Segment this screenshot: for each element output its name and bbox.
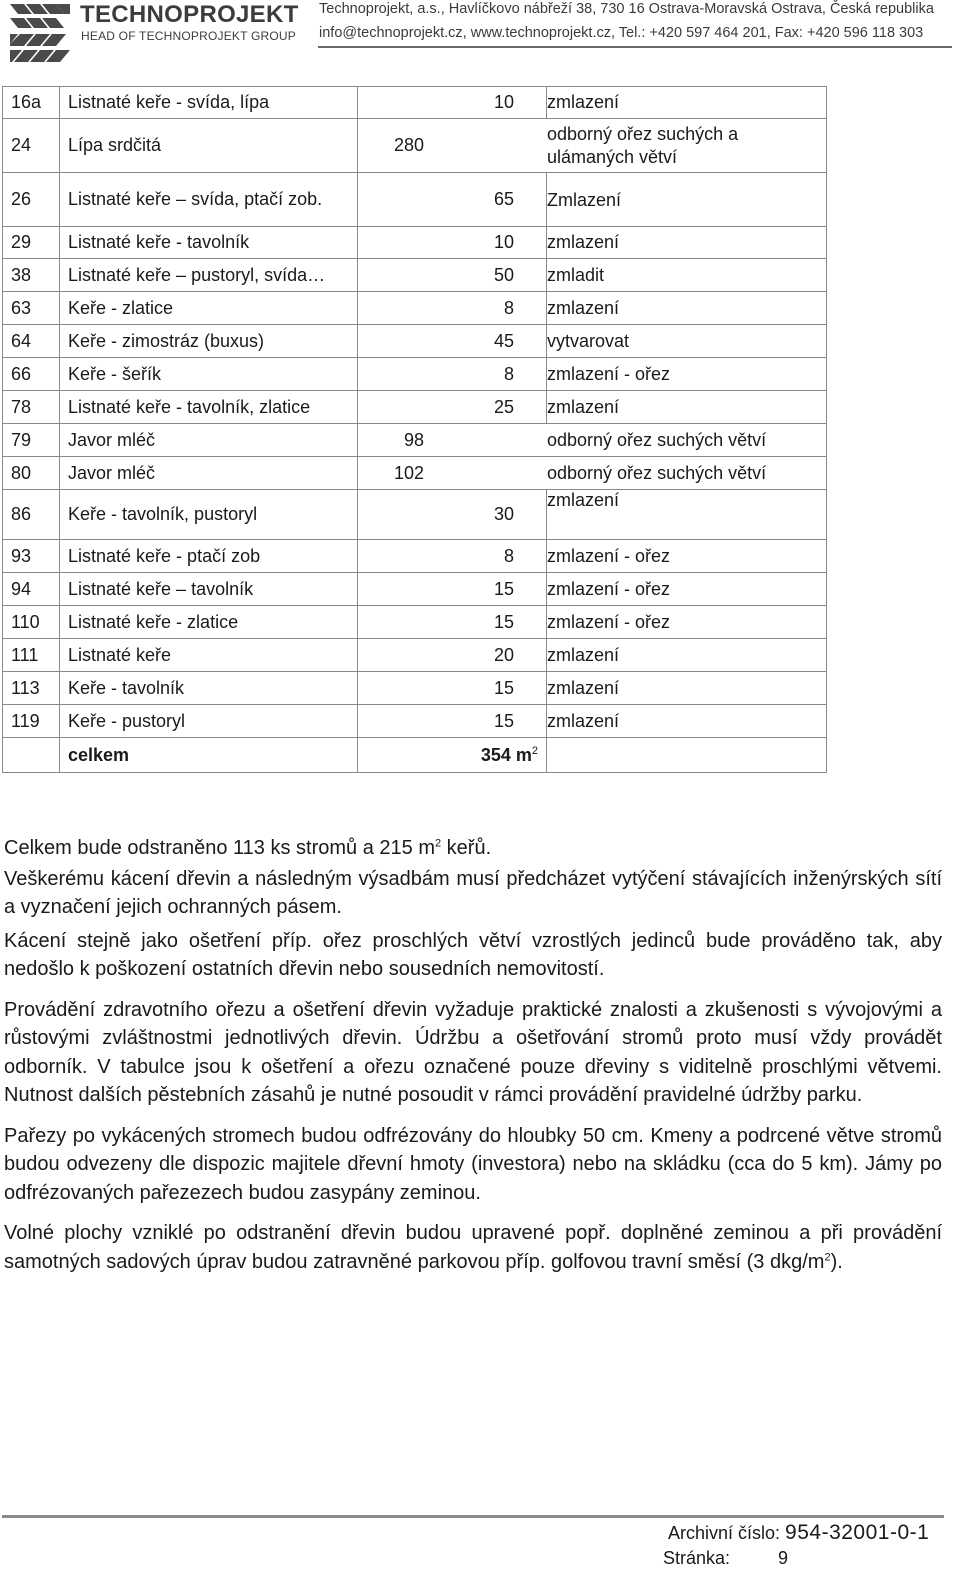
total-row-note-cell — [547, 738, 827, 773]
company-contact: info@technoprojekt.cz, www.technoprojekt.cz, Tel.: +420 597 464 201, Fax: +420 596 118 303 — [319, 25, 924, 41]
total-value-unit-sup: 2 — [531, 744, 538, 757]
row-area: 280 — [358, 119, 547, 173]
row-plant-name: Listnaté keře – pustoryl, svída… — [60, 259, 358, 292]
table-row — [3, 259, 827, 292]
paragraph-2: Kácení stejně jako ošetření příp. ořez proschlých větví vzrostlých jedinců bude prováděno tak, aby nedošlo k poškození ostatních dřevin nebo sousedních nemovitostí. — [4, 929, 942, 980]
row-id: 79 — [3, 424, 60, 457]
row-note: zmlazení — [547, 87, 827, 119]
row-area: 98 — [358, 424, 547, 457]
header-divider — [318, 46, 952, 48]
paragraph-5: Volné plochy vzniklé po odstranění dřevin budou upravené popř. doplněné zeminou a při provádění samotných sadových úprav budou zatravněné parkovou příp. golfovou travní směsí (3 dkg/$m^2$). — [4, 1222, 942, 1273]
row-note: odborný ořez suchých větví — [547, 424, 827, 457]
archive-number: Archivní číslo: 954-32001-0-1 — [668, 1521, 930, 1544]
page-header — [0, 0, 960, 80]
row-plant-name: Javor mléč — [60, 424, 358, 457]
row-area: 102 — [358, 457, 547, 490]
table-row — [3, 119, 827, 173]
row-area: 45 — [358, 325, 547, 358]
row-plant-name: Listnaté keře - svída, lípa — [60, 87, 358, 119]
row-note: zmlazení — [547, 227, 827, 259]
row-area: 15 — [358, 672, 547, 705]
row-plant-name: Lípa srdčitá — [60, 119, 358, 173]
row-area: 10 — [358, 227, 547, 259]
total-label: celkem — [60, 738, 358, 773]
row-note: zmlazení - ořez — [547, 540, 827, 573]
row-id: 66 — [3, 358, 60, 391]
row-area: 15 — [358, 606, 547, 639]
row-id: 29 — [3, 227, 60, 259]
row-area: 20 — [358, 639, 547, 672]
row-plant-name: Keře - tavolník, pustoryl — [60, 490, 358, 540]
row-note: odborný ořez suchých větví — [547, 457, 827, 490]
table-row — [3, 639, 827, 672]
paragraph-4: Pařezy po vykácených stromech budou odfrézovány do hloubky 50 cm. Kmeny a podrcené větve stromů budou odvezeny dle dispozic majitele dřevní hmoty (investora) nebo na skládku (cca do 5 km). Jámy po odfrézovaných pařezezech budou zasypány zeminou. — [4, 1124, 942, 1204]
row-plant-name: Keře - pustoryl — [60, 705, 358, 738]
row-note: zmladit — [547, 259, 827, 292]
row-id: 110 — [3, 606, 60, 639]
row-area: 65 — [358, 173, 547, 227]
row-plant-name: Listnaté keře - zlatice — [60, 606, 358, 639]
row-plant-name: Listnaté keře - tavolník — [60, 227, 358, 259]
row-note: zmlazení — [547, 705, 827, 738]
row-id: 16a — [3, 87, 60, 119]
body-text — [4, 834, 942, 1276]
table-row — [3, 606, 827, 639]
row-id: 111 — [3, 639, 60, 672]
row-note: zmlazení — [547, 672, 827, 705]
total-value — [358, 738, 547, 773]
total-row-empty-cell — [3, 738, 60, 773]
paragraph-3: Provádění zdravotního ořezu a ošetření dřevin vyžaduje praktické znalosti a zkušenosti s vývojovými a růstovými zvláštnostmi jednotlivých dřevin. Údržbu a ošetřování stromů proto musí vždy provádět odborník. V tabulce jsou k ošetření a ořezu označené pouze dřeviny s viditelně proschlými větvemi. Nutnost dalších pěstebních zásahů je nutné posoudit v rámci provádění pravidelné údržby parku. — [4, 998, 942, 1106]
row-id: 63 — [3, 292, 60, 325]
table-row — [3, 672, 827, 705]
table-row — [3, 173, 827, 227]
table-row — [3, 358, 827, 391]
table-row — [3, 490, 827, 540]
row-area: 8 — [358, 540, 547, 573]
table-row — [3, 227, 827, 259]
table-row — [3, 424, 827, 457]
row-plant-name: Listnaté keře – tavolník — [60, 573, 358, 606]
technoprojekt-logo-icon — [10, 4, 70, 62]
row-id: 80 — [3, 457, 60, 490]
row-id: 94 — [3, 573, 60, 606]
row-note: zmlazení — [547, 490, 827, 540]
page-number: Stránka: 9 — [663, 1548, 789, 1568]
row-area: 8 — [358, 292, 547, 325]
table-row — [3, 457, 827, 490]
summary-paragraph: Celkem bude odstraněno 113 ks stromů a 215 $m^2$ keřů. — [4, 837, 492, 859]
table-row — [3, 391, 827, 424]
row-area: 50 — [358, 259, 547, 292]
total-row — [3, 738, 827, 773]
row-id: 26 — [3, 173, 60, 227]
row-note: vytvarovat — [547, 325, 827, 358]
paragraph-1: Veškerému kácení dřevin a následným výsadbám musí předcházet vytýčení stávajících inženýrských sítí a vyznačení jejich ochranných pásem. — [4, 867, 942, 918]
table-row — [3, 705, 827, 738]
table-row — [3, 540, 827, 573]
row-note: zmlazení - ořez — [547, 606, 827, 639]
row-area: 15 — [358, 705, 547, 738]
row-id: 113 — [3, 672, 60, 705]
table-row — [3, 292, 827, 325]
row-plant-name: Listnaté keře - ptačí zob — [60, 540, 358, 573]
row-plant-name: Listnaté keře – svída, ptačí zob. — [60, 173, 358, 227]
row-plant-name: Listnaté keře - tavolník, zlatice — [60, 391, 358, 424]
row-note: zmlazení — [547, 292, 827, 325]
table-row — [3, 325, 827, 358]
row-plant-name: Javor mléč — [60, 457, 358, 490]
company-address: Technoprojekt, a.s., Havlíčkovo nábřeží 38, 730 16 Ostrava-Moravská Ostrava, Česká republika — [319, 1, 934, 17]
plant-table-body — [3, 87, 827, 773]
row-plant-name: Keře - zimostráz (buxus) — [60, 325, 358, 358]
row-area: 8 — [358, 358, 547, 391]
company-subtitle: HEAD OF TECHNOPROJEKT GROUP — [81, 29, 296, 43]
row-plant-name: Keře - šeřík — [60, 358, 358, 391]
row-id: 93 — [3, 540, 60, 573]
row-id: 78 — [3, 391, 60, 424]
plant-table — [2, 86, 827, 773]
row-id: 119 — [3, 705, 60, 738]
table-row — [3, 573, 827, 606]
row-area: 10 — [358, 87, 547, 119]
row-id: 86 — [3, 490, 60, 540]
total-value-text: 354 m — [480, 744, 532, 765]
row-plant-name: Listnaté keře — [60, 639, 358, 672]
row-area: 15 — [358, 573, 547, 606]
footer-divider — [2, 1515, 944, 1518]
company-name: TECHNOPROJEKT — [80, 1, 299, 28]
row-note: zmlazení — [547, 639, 827, 672]
row-id: 64 — [3, 325, 60, 358]
row-id: 38 — [3, 259, 60, 292]
row-note: zmlazení - ořez — [547, 573, 827, 606]
row-id: 24 — [3, 119, 60, 173]
row-area: 30 — [358, 490, 547, 540]
row-note: Zmlazení — [547, 173, 827, 227]
row-note: zmlazení - ořez — [547, 358, 827, 391]
row-note: zmlazení — [547, 391, 827, 424]
row-area: 25 — [358, 391, 547, 424]
row-note: odborný ořez suchých a ulámaných větví — [547, 119, 827, 173]
row-plant-name: Keře - zlatice — [60, 292, 358, 325]
row-plant-name: Keře - tavolník — [60, 672, 358, 705]
table-row — [3, 87, 827, 119]
